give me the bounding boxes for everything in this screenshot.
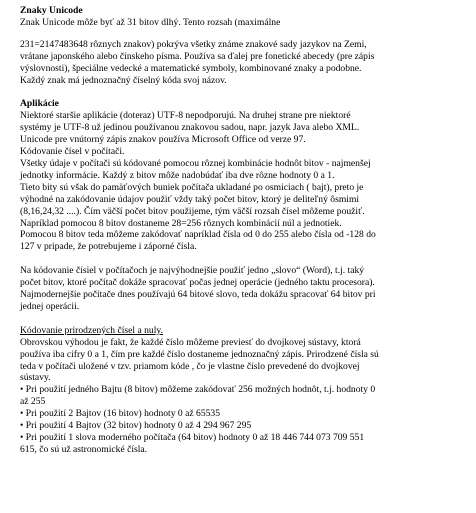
paragraph-line: Tieto bity sú však do pamäťových buniek počítača ukladané po osmiciach ( bajt), preto je xyxy=(20,181,364,193)
paragraph-line: vrátane japonského alebo čínskeho písma. Používa sa ďalej pre fonetické abecedy (pre zápis xyxy=(20,50,375,62)
paragraph-line: výhodné na zakódovanie údajov použiť vždy taký počet bitov, ktorý je deliteľný ôsmimi xyxy=(20,193,360,205)
bullet-item-continuation: až 255 xyxy=(20,396,46,408)
paragraph-line: výslovnosti), špeciálne vedecké a matematické symboly, kombinované znaky a podobne. xyxy=(20,62,362,74)
heading-znaky-unicode: Znaky Unicode xyxy=(20,5,83,16)
paragraph-line: jednej operácii. xyxy=(20,300,80,312)
paragraph-line: Niektoré staršie aplikácie (doteraz) UTF-8 nepodporujú. Na druhej strane pre niektoré xyxy=(20,110,351,122)
paragraph-line: Každý znak má jednoznačný číselný kóda svoj názov. xyxy=(20,74,227,86)
bullet-item: • Pri použití 1 slova moderného počítača (64 bitov) hodnoty 0 až 18 446 744 073 709 551 xyxy=(20,432,365,443)
bullet-item-continuation: 615, čo sú už astronomické čísla. xyxy=(20,443,148,455)
paragraph-line: Napríklad pomocou 8 bitov dostaneme 28=256 rôznych kombinácií núl a jednotiek. xyxy=(20,217,342,229)
paragraph-line: Znak Unicode môže byť až 31 bitov dlhý. Tento rozsah (maximálne xyxy=(20,16,281,28)
paragraph-line: 127 v prípade, že potrebujeme i záporné čísla. xyxy=(20,241,197,253)
bullet-item: • Pri použití 2 Bajtov (16 bitov) hodnoty 0 až 65535 xyxy=(20,408,221,420)
paragraph-line: systémy je UTF-8 už jedinou používanou znakovou sadou, napr. jazyk Java alebo XML. xyxy=(20,122,360,134)
heading-kodovanie-prirodzenych-cisel: Kódovanie prirodzených čísel a nuly. xyxy=(20,324,163,336)
heading-aplikacie: Aplikácie xyxy=(20,98,59,110)
paragraph-line: (8,16,24,32 ....). Čím väčší počet bitov použijeme, tým väčší rozsah čísel môžeme použiť. xyxy=(20,205,365,217)
paragraph-line: sústavy. xyxy=(20,372,51,384)
paragraph-line: jednotky informácie. Každý z bitov môže nadobúdať iba dve rôzne hodnoty 0 a 1. xyxy=(20,169,335,181)
paragraph-line: 231=2147483648 rôznych znakov) pokrýva všetky známe znakové sady jazykov na Zemi, xyxy=(20,38,367,50)
paragraph-line: Všetky údaje v počítači sú kódované pomocou rôznej kombinácie hodnôt bitov - najmenšej xyxy=(20,157,371,169)
paragraph-line: Pomocou 8 bitov teda môžeme zakódovať napríklad čísla od 0 do 255 alebo čísla od -128 do xyxy=(20,229,376,241)
paragraph-line: Kódovanie čísel v počítači. xyxy=(20,146,125,158)
document-body xyxy=(20,5,472,456)
paragraph-line: Najmodernejšie počítače dnes používajú 64 bitové slovo, teda dokážu spracovať 64 bitov pri xyxy=(20,289,376,301)
paragraph-line: počet bitov, ktoré počítač dokáže spracovať počas jednej operácie (jedného taktu procesora). xyxy=(20,277,375,289)
bullet-item: • Pri použití jedného Bajtu (8 bitov) môžeme zakódovať 256 možných hodnôt, t.j. hodnoty 0 xyxy=(20,384,376,396)
paragraph-line: Unicode pre vnútorný zápis znakov používa Microsoft Office od verze 97. xyxy=(20,134,306,146)
paragraph-line: používa iba cifry 0 a 1, čím pre každé číslo dostaneme jednoznačný zápis. Prirodzené čísla sú xyxy=(20,348,379,360)
paragraph-line: Na kódovanie čísiel v počítačoch je najvýhodnejšie použiť jedno „slovo“ (Word), t.j. taký xyxy=(20,265,365,277)
bullet-item: • Pri použití 4 Bajtov (32 bitov) hodnoty 0 až 4 294 967 295 xyxy=(20,420,252,432)
paragraph-line: Obrovskou výhodou je fakt, že každé číslo môžeme previesť do dvojkovej sústavy, ktorá xyxy=(20,336,361,348)
paragraph-line: teda v počítači uložené v tzv. priamom kóde , čo je vlastne číslo prevedené do dvojkovej xyxy=(20,360,360,372)
